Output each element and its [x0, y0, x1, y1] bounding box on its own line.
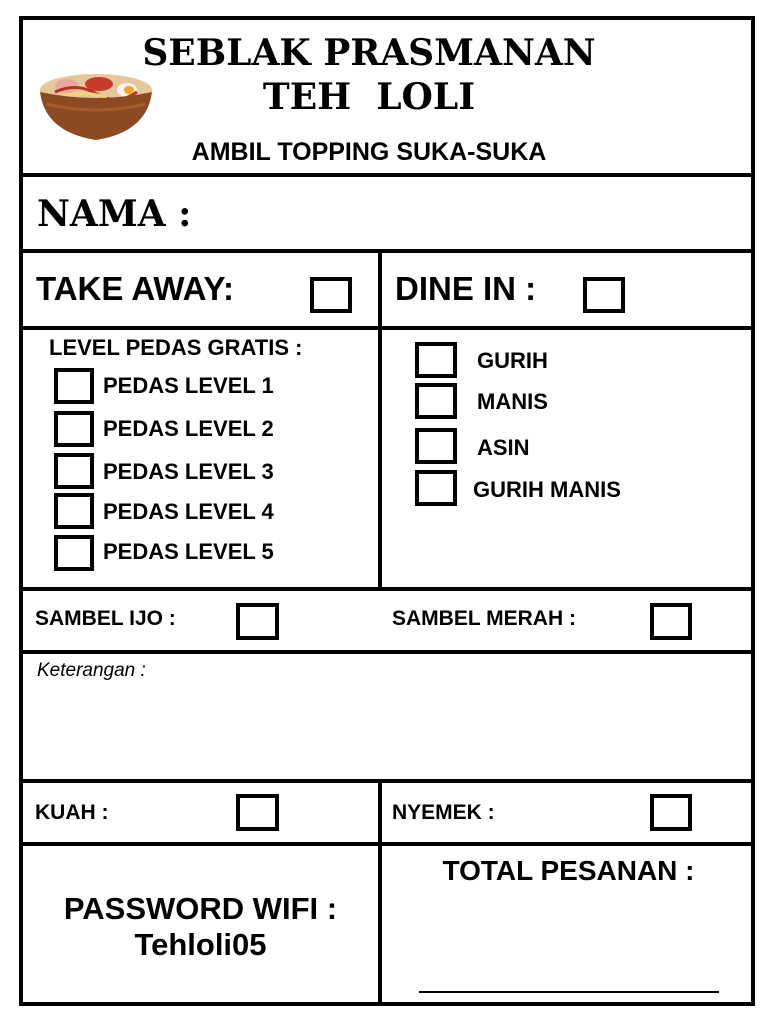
- manis-checkbox[interactable]: [415, 383, 457, 419]
- total-pesanan-label: TOTAL PESANAN :: [442, 855, 695, 886]
- kuah-checkbox[interactable]: [236, 794, 279, 831]
- pedas-level-2-checkbox[interactable]: [54, 411, 94, 447]
- pedas-level-5-checkbox[interactable]: [54, 535, 94, 571]
- divider: [23, 173, 751, 177]
- wifi-password-value: Tehloli05: [134, 927, 267, 962]
- divider: [23, 842, 751, 846]
- divider: [23, 326, 751, 330]
- pedas-level-1-checkbox[interactable]: [54, 368, 94, 404]
- divider: [23, 650, 751, 654]
- divider: [23, 587, 751, 591]
- nyemek-label: NYEMEK :: [392, 801, 495, 824]
- nama-field[interactable]: [223, 180, 743, 244]
- asin-label: ASIN: [477, 435, 530, 460]
- pedas-level-5-label: PEDAS LEVEL 5: [103, 539, 274, 564]
- gurih-manis-checkbox[interactable]: [415, 470, 457, 506]
- gurih-manis-label: GURIH MANIS: [473, 477, 621, 502]
- sambel-merah-checkbox[interactable]: [650, 603, 692, 640]
- asin-checkbox[interactable]: [415, 428, 457, 464]
- pedas-level-3-checkbox[interactable]: [54, 453, 94, 489]
- sambel-ijo-checkbox[interactable]: [236, 603, 279, 640]
- take-away-checkbox[interactable]: [310, 277, 352, 313]
- keterangan-label: Keterangan :: [37, 660, 146, 681]
- pedas-level-4-label: PEDAS LEVEL 4: [103, 499, 274, 524]
- nyemek-checkbox[interactable]: [650, 794, 692, 831]
- take-away-label: TAKE AWAY:: [36, 270, 235, 307]
- subtitle: AMBIL TOPPING SUKA-SUKA: [191, 138, 547, 166]
- nama-label: NAMA :: [37, 193, 192, 235]
- pedas-level-1-label: PEDAS LEVEL 1: [103, 373, 274, 398]
- gurih-checkbox[interactable]: [415, 342, 457, 378]
- dine-in-checkbox[interactable]: [583, 277, 625, 313]
- pedas-level-4-checkbox[interactable]: [54, 493, 94, 529]
- divider: [23, 779, 751, 783]
- manis-label: MANIS: [477, 389, 548, 414]
- keterangan-field[interactable]: [31, 686, 743, 774]
- wifi-password-label: PASSWORD WIFI :: [63, 891, 338, 926]
- order-form: [19, 16, 755, 1006]
- sambel-ijo-label: SAMBEL IJO :: [35, 607, 176, 630]
- divider: [23, 249, 751, 253]
- restaurant-name-line1: SEBLAK PRASMANAN: [142, 32, 596, 74]
- gurih-label: GURIH: [477, 348, 548, 373]
- pedas-level-3-label: PEDAS LEVEL 3: [103, 459, 274, 484]
- sambel-merah-label: SAMBEL MERAH :: [392, 607, 576, 630]
- column-divider: [378, 249, 382, 589]
- level-pedas-heading: LEVEL PEDAS GRATIS :: [49, 335, 303, 360]
- restaurant-name-line2: TEH LOLI: [262, 76, 476, 118]
- column-divider: [378, 779, 382, 1006]
- kuah-label: KUAH :: [35, 801, 109, 824]
- dine-in-label: DINE IN :: [395, 270, 537, 307]
- total-pesanan-line[interactable]: [419, 991, 719, 993]
- pedas-level-2-label: PEDAS LEVEL 2: [103, 416, 274, 441]
